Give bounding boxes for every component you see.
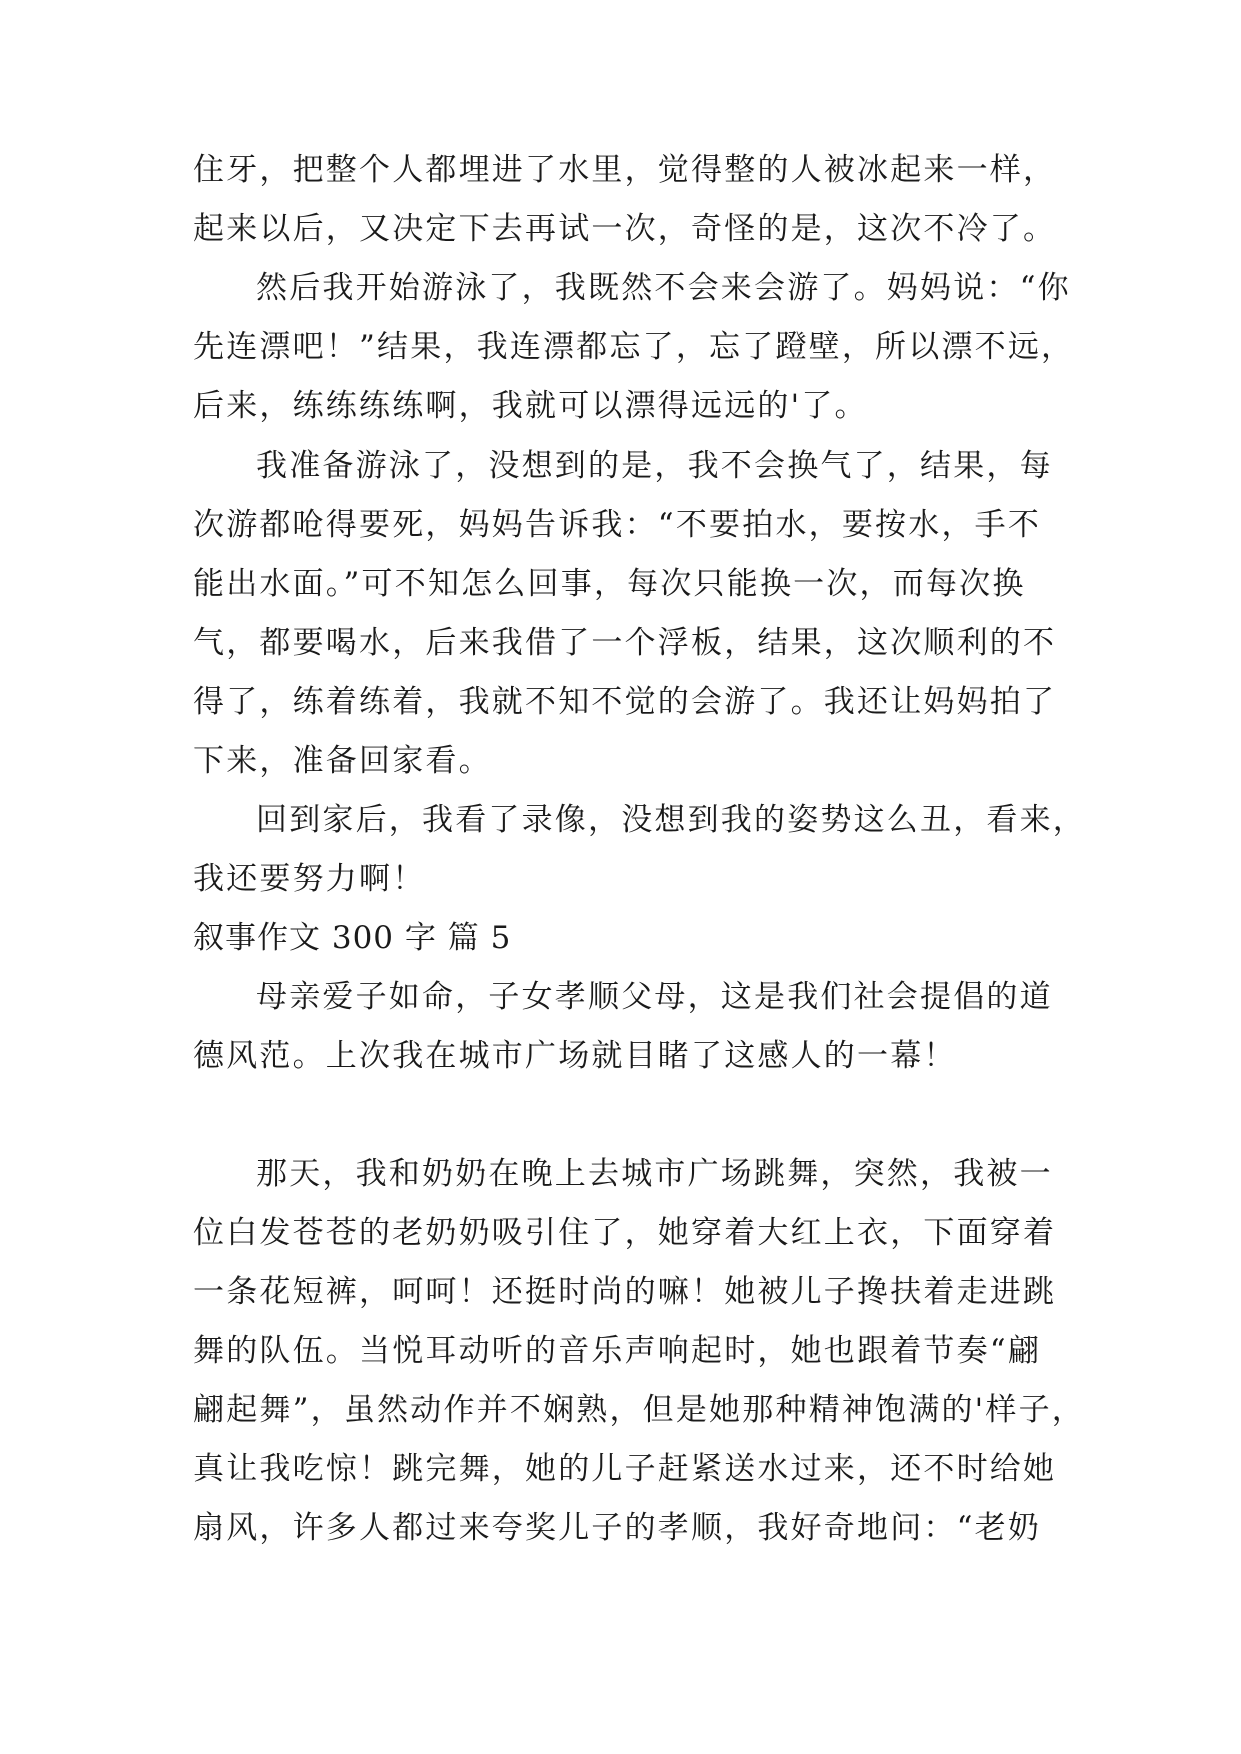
- text-line: 先连漂吧！”结果，我连漂都忘了，忘了蹬壁，所以漂不远，: [193, 329, 1075, 365]
- text-line: 次游都呛得要死，妈妈告诉我：“不要拍水，要按水，手不: [193, 507, 1042, 543]
- text-line: 得了，练着练着，我就不知不觉的会游了。我还让妈妈拍了: [193, 684, 1057, 720]
- paragraph-start-line: 我准备游泳了，没想到的是，我不会换气了，结果，每: [256, 448, 1053, 484]
- text-line: 我还要努力啊！: [193, 861, 426, 897]
- text-line: 能出水面。”可不知怎么回事，每次只能换一次，而每次换: [193, 566, 1026, 602]
- text-line: 后来，练练练练啊，我就可以漂得远远的'了。: [193, 388, 868, 424]
- text-line: 气，都要喝水，后来我借了一个浮板，结果，这次顺利的不: [193, 625, 1057, 661]
- section-heading: 叙事作文 300 字 篇 5: [193, 920, 512, 956]
- text-line: 真让我吃惊！跳完舞，她的儿子赶紧送水过来，还不时给她: [193, 1451, 1057, 1487]
- text-line: 德风范。上次我在城市广场就目睹了这感人的一幕！: [193, 1038, 957, 1074]
- paragraph-start-line: 那天，我和奶奶在晚上去城市广场跳舞，突然，我被一: [256, 1156, 1053, 1192]
- text-line: 位白发苍苍的老奶奶吸引住了，她穿着大红上衣，下面穿着: [193, 1215, 1057, 1251]
- text-line: 舞的队伍。当悦耳动听的音乐声响起时，她也跟着节奏“翩: [193, 1333, 1042, 1369]
- text-line: 住牙，把整个人都埋进了水里，觉得整的人被冰起来一样，: [193, 152, 1057, 188]
- text-line: 起来以后，又决定下去再试一次，奇怪的是，这次不冷了。: [193, 211, 1057, 247]
- paragraph-start-line: 然后我开始游泳了，我既然不会来会游了。妈妈说：“你: [256, 270, 1071, 306]
- text-line: 下来，准备回家看。: [193, 743, 492, 779]
- paragraph-start-line: 母亲爱子如命，子女孝顺父母，这是我们社会提倡的道: [256, 979, 1053, 1015]
- paragraph-start-line: 回到家后，我看了录像，没想到我的姿势这么丑，看来，: [256, 802, 1086, 838]
- text-line: 一条花短裤，呵呵！还挺时尚的嘛！她被儿子搀扶着走进跳: [193, 1274, 1057, 1310]
- text-line: 翩起舞”，虽然动作并不娴熟，但是她那种精神饱满的'样子，: [193, 1392, 1085, 1428]
- text-line: 扇风，许多人都过来夸奖儿子的孝顺，我好奇地问：“老奶: [193, 1510, 1042, 1546]
